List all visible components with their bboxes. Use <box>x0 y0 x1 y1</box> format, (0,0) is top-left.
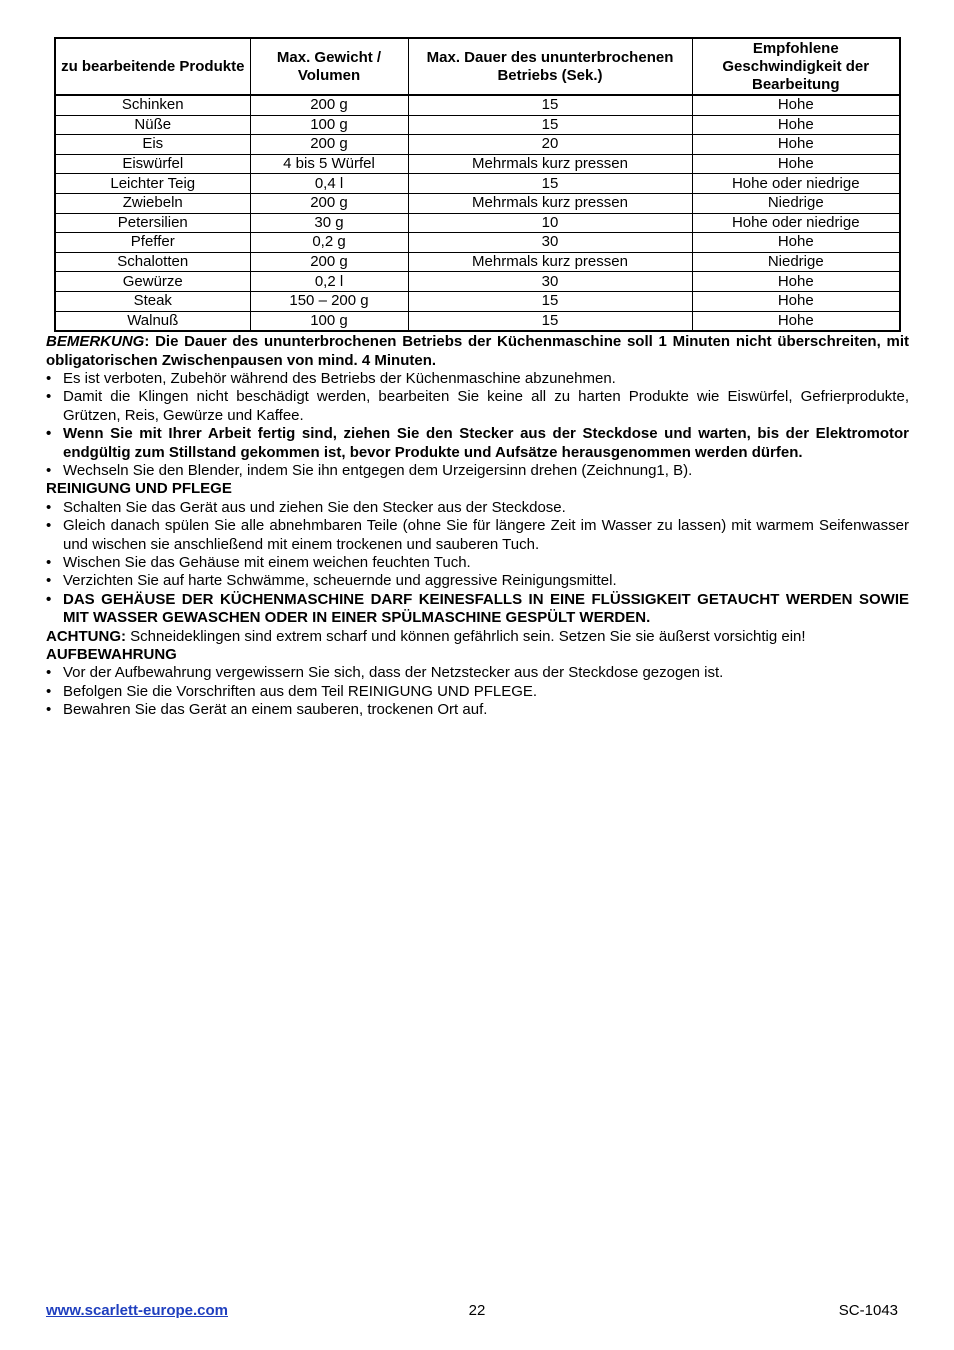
bullet-icon: • <box>46 572 52 590</box>
table-cell: Schalotten <box>55 252 250 272</box>
list-item-text: DAS GEHÄUSE DER KÜCHENMASCHINE DARF KEINESFALLS IN EINE FLÜSSIGKEIT GETAUCHT WERDEN SOWIE MIT WASSER GEWASCHEN ODER IN EINER SPÜLMASCHINE GESPÜLT WERDEN. <box>63 590 909 627</box>
warning-paragraph <box>46 628 909 646</box>
table-cell: 0,2 l <box>250 272 408 292</box>
table-row <box>55 135 900 155</box>
header-max-weight: Max. Gewicht / Volumen <box>250 38 408 95</box>
list-item <box>46 388 909 425</box>
list-item <box>46 554 909 572</box>
table-cell: Mehrmals kurz pressen <box>408 154 692 174</box>
bullet-icon: • <box>46 498 52 516</box>
usage-bullet-list <box>46 370 909 480</box>
table-cell: 15 <box>408 115 692 135</box>
cleaning-bullet-list <box>46 499 909 628</box>
table-cell: Schinken <box>55 95 250 115</box>
table-row <box>55 233 900 253</box>
page-footer <box>46 1302 898 1322</box>
list-item <box>46 499 909 517</box>
bullet-icon: • <box>46 461 52 479</box>
note-paragraph <box>46 333 909 370</box>
table-cell: 0,2 g <box>250 233 408 253</box>
list-item-text: Schalten Sie das Gerät aus und ziehen Sie den Stecker aus der Steckdose. <box>63 498 566 516</box>
bullet-icon: • <box>46 682 52 700</box>
table-cell: Petersilien <box>55 213 250 233</box>
table-cell: Pfeffer <box>55 233 250 253</box>
warning-label: ACHTUNG: <box>46 627 126 645</box>
table-cell: 200 g <box>250 252 408 272</box>
bullet-icon: • <box>46 517 52 535</box>
list-item <box>46 425 909 462</box>
table-cell: 150 – 200 g <box>250 291 408 311</box>
table-cell: Hohe <box>692 154 900 174</box>
table-row <box>55 115 900 135</box>
table-cell: Hohe <box>692 311 900 331</box>
table-cell: Steak <box>55 291 250 311</box>
list-item-text: Wenn Sie mit Ihrer Arbeit fertig sind, ziehen Sie den Stecker aus der Steckdose und warten, bis der Elektromotor endgültig zum Stillstand gekommen ist, bevor Produkte und Aufsätze herausgenommen werden dürfen. <box>63 425 909 461</box>
table-cell: 10 <box>408 213 692 233</box>
list-item-text: Verzichten Sie auf harte Schwämme, scheuernde und aggressive Reinigungsmittel. <box>63 572 617 590</box>
table-cell: Walnuß <box>55 311 250 331</box>
page-number: 22 <box>468 1302 486 1319</box>
table-cell: 200 g <box>250 193 408 213</box>
table-cell: Mehrmals kurz pressen <box>408 193 692 213</box>
table-cell: 200 g <box>250 95 408 115</box>
table-cell: Hohe <box>692 115 900 135</box>
table-cell: 30 g <box>250 213 408 233</box>
table-row <box>55 272 900 292</box>
table-cell: Eis <box>55 135 250 155</box>
table-row <box>55 95 900 115</box>
list-item-text: Befolgen Sie die Vorschriften aus dem Teil REINIGUNG UND PFLEGE. <box>63 682 538 700</box>
bullet-icon: • <box>46 664 52 682</box>
bullet-icon: • <box>46 701 52 719</box>
header-products: zu bearbeitende Produkte <box>55 38 250 95</box>
list-item-text: Wischen Sie das Gehäuse mit einem weichen feuchten Tuch. <box>63 554 471 571</box>
table-row <box>55 154 900 174</box>
table-cell: Nüße <box>55 115 250 135</box>
document-page <box>46 37 909 720</box>
table-cell: 20 <box>408 135 692 155</box>
table-row <box>55 193 900 213</box>
table-cell: Hohe <box>692 291 900 311</box>
table-cell: Hohe oder niedrige <box>692 213 900 233</box>
list-item <box>46 591 909 628</box>
list-item <box>46 683 909 701</box>
list-item <box>46 572 909 590</box>
table-cell: Hohe <box>692 135 900 155</box>
table-row <box>55 311 900 331</box>
table-cell: 100 g <box>250 115 408 135</box>
list-item-text: Vor der Aufbewahrung vergewissern Sie sich, dass der Netzstecker aus der Steckdose gezogen ist. <box>63 664 724 682</box>
storage-heading: AUFBEWAHRUNG <box>46 646 177 664</box>
note-label: BEMERKUNG <box>46 333 145 351</box>
cleaning-heading: REINIGUNG UND PFLEGE <box>46 480 232 498</box>
table-cell: 200 g <box>250 135 408 155</box>
table-cell: 0,4 l <box>250 174 408 194</box>
list-item <box>46 664 909 682</box>
table-cell: 15 <box>408 95 692 115</box>
storage-bullet-list <box>46 664 909 719</box>
bullet-icon: • <box>46 425 52 443</box>
table-row <box>55 174 900 194</box>
table-cell: 15 <box>408 291 692 311</box>
table-header-row <box>55 38 900 95</box>
table-cell: 100 g <box>250 311 408 331</box>
header-speed: Empfohlene Geschwindigkeit der Bearbeitung <box>692 38 900 95</box>
table-cell: Hohe <box>692 272 900 292</box>
list-item-text: Wechseln Sie den Blender, indem Sie ihn entgegen dem Urzeigersinn drehen (Zeichnung1, B). <box>63 461 693 479</box>
table-body <box>55 95 900 331</box>
table-cell: Hohe <box>692 95 900 115</box>
table-cell: Zwiebeln <box>55 193 250 213</box>
table-cell: Niedrige <box>692 252 900 272</box>
table-cell: 15 <box>408 311 692 331</box>
list-item-text: Gleich danach spülen Sie alle abnehmbaren Teile (ohne Sie für längere Zeit im Wasser zu lassen) mit warmem Seifenwasser und wischen sie anschließend mit einem trockenen und sauberen Tuch. <box>63 517 909 553</box>
model-number: SC-1043 <box>838 1302 898 1319</box>
list-item-text: Damit die Klingen nicht beschädigt werden, bearbeiten Sie keine all zu harten Produkte wie Eiswürfel, Gefrierprodukte, Grützen, Reis, Gewürze und Kaffee. <box>63 388 909 424</box>
table-cell: Gewürze <box>55 272 250 292</box>
list-item <box>46 370 909 388</box>
header-max-duration: Max. Dauer des ununterbrochenen Betriebs (Sek.) <box>408 38 692 95</box>
table-cell: 30 <box>408 272 692 292</box>
table-cell: 4 bis 5 Würfel <box>250 154 408 174</box>
note-text: : Die Dauer des ununterbrochenen Betriebs der Küchenmaschine soll 1 Minuten nicht überschreiten, mit obligatorischen Zwischenpausen von mind. 4 Minuten. <box>46 333 909 369</box>
bullet-icon: • <box>46 554 52 571</box>
table-cell: Leichter Teig <box>55 174 250 194</box>
list-item <box>46 462 909 480</box>
table-row <box>55 213 900 233</box>
list-item-text: Bewahren Sie das Gerät an einem sauberen, trockenen Ort auf. <box>63 701 488 719</box>
bullet-icon: • <box>46 369 52 387</box>
warning-text: Schneideklingen sind extrem scharf und können gefährlich sein. Setzen Sie sie äußerst vorsichtig ein! <box>126 627 806 645</box>
table-cell: Niedrige <box>692 193 900 213</box>
table-row <box>55 291 900 311</box>
table-cell: Eiswürfel <box>55 154 250 174</box>
list-item-text: Es ist verboten, Zubehör während des Betriebs der Küchenmaschine abzunehmen. <box>63 369 616 387</box>
table-cell: 30 <box>408 233 692 253</box>
bullet-icon: • <box>46 590 52 608</box>
table-cell: Mehrmals kurz pressen <box>408 252 692 272</box>
table-cell: Hohe <box>692 233 900 253</box>
list-item <box>46 517 909 554</box>
table-cell: Hohe oder niedrige <box>692 174 900 194</box>
table-row <box>55 252 900 272</box>
table-cell: 15 <box>408 174 692 194</box>
bullet-icon: • <box>46 388 52 406</box>
website-link[interactable]: www.scarlett-europe.com <box>46 1302 228 1319</box>
processing-table <box>54 37 901 332</box>
list-item <box>46 701 909 719</box>
